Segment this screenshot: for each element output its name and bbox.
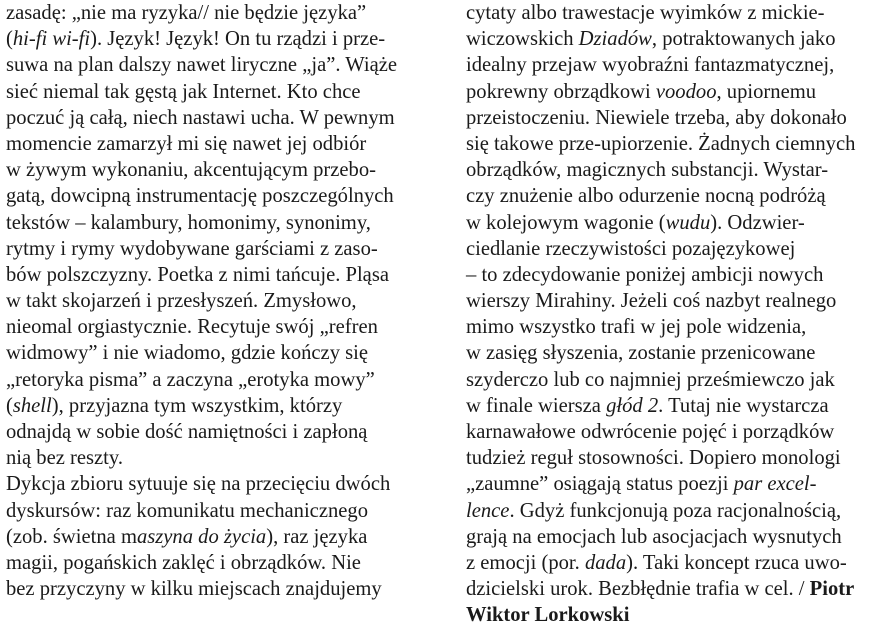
text-run: w zasięg słyszenia, zostanie przenicowane	[466, 342, 816, 365]
text-run: nią bez reszty.	[6, 447, 124, 470]
text-run: gatą, dowcipną instrumentację poszczególnych	[6, 185, 394, 208]
text-run: z emocji (por.	[466, 551, 585, 574]
text-line	[6, 419, 436, 445]
text-line	[6, 26, 436, 52]
text-line	[466, 262, 881, 288]
text-line	[466, 498, 881, 524]
text-line	[6, 340, 436, 366]
italic-text: wudu	[665, 211, 711, 234]
text-run: grają na emocjach lub asocjacjach wysnutych	[466, 525, 842, 548]
text-line	[466, 550, 881, 576]
author-name: Wiktor Lorkowski	[466, 604, 630, 627]
text-line	[6, 288, 436, 314]
left-text-column	[6, 0, 436, 602]
italic-text: shell	[12, 394, 52, 417]
right-text-column	[466, 0, 881, 629]
italic-text: aszyna do życia	[136, 525, 267, 548]
text-line	[6, 131, 436, 157]
text-run: tudzież reguł stosowności. Dopiero monologi	[466, 447, 841, 470]
text-line	[466, 0, 881, 26]
text-run: , potraktowanych jako	[651, 28, 836, 51]
text-run: ). Język! Język! On tu rządzi i prze-	[90, 28, 386, 51]
text-line	[466, 602, 881, 628]
text-line	[466, 471, 881, 497]
italic-text: lence	[466, 499, 510, 522]
text-line	[6, 393, 436, 419]
text-run: . Gdyż funkcjonują poza racjonalnością,	[509, 499, 842, 522]
author-name: Piotr	[809, 578, 855, 601]
text-run: wiczowskich	[466, 28, 579, 51]
text-run: sieć niemal tak gęstą jak Internet. Kto chce	[6, 80, 361, 103]
text-run: bów polszczyzny. Poetka z nimi tańcuje. Pląsa	[6, 263, 389, 286]
text-line	[466, 52, 881, 78]
text-line	[466, 288, 881, 314]
text-line	[6, 498, 436, 524]
text-run: magii, pogańskich zaklęć i obrządków. Nie	[6, 551, 361, 574]
italic-text: par excel-	[733, 473, 817, 496]
text-line	[466, 576, 881, 602]
text-line	[466, 236, 881, 262]
italic-text: Dziadów	[578, 28, 652, 51]
text-run: szyderczo lub co najmniej prześmiewczo jak	[466, 368, 835, 391]
text-run: Dykcja zbioru sytuuje się na przecięciu dwóch	[6, 473, 391, 496]
italic-text: hi-fi wi-fi	[12, 28, 91, 51]
text-line	[466, 445, 881, 471]
text-run: zasadę: „nie ma ryzyka// nie będzie języka”	[6, 2, 367, 24]
text-run: ). Odzwier-	[710, 211, 805, 234]
text-run: (	[6, 28, 13, 51]
text-run: w takt skojarzeń i przesłyszeń. Zmysłowo,	[6, 290, 357, 313]
text-run: odnajdą w sobie dość namiętności i zapłoną	[6, 421, 368, 443]
text-run: się takowe prze-upiorzenie. Żadnych ciemnych	[466, 132, 856, 155]
text-line	[6, 0, 436, 26]
text-run: idealny przejaw wyobraźni fantazmatycznej,	[466, 54, 835, 77]
text-run: ). Taki koncept rzuca uwo-	[626, 551, 847, 574]
text-run: . Tutaj nie wystarcza	[658, 394, 829, 417]
text-line	[466, 79, 881, 105]
text-line	[466, 183, 881, 209]
text-run: pokrewny obrządkowi	[466, 80, 656, 103]
text-line	[466, 340, 881, 366]
text-run: obrządków, magicznych substancji. Wystar-	[466, 159, 829, 182]
text-line	[6, 79, 436, 105]
text-run: momencie zamarzył mi się nawet jej odbiór	[6, 132, 367, 155]
text-run: – to zdecydowanie poniżej ambicji nowych	[466, 263, 824, 286]
text-run: widmowy” i nie wiadomo, gdzie kończy się	[6, 342, 369, 365]
text-line	[6, 445, 436, 471]
text-run: „zaumne” osiągają status poezji	[466, 473, 734, 496]
text-line	[466, 314, 881, 340]
text-run: , upiornemu	[716, 80, 817, 103]
text-run: czy znużenie albo odurzenie nocną podróżą	[466, 185, 826, 208]
text-run: „retoryka pisma” a zaczyna „erotyka mowy”	[6, 368, 375, 391]
text-line	[6, 576, 436, 602]
text-line	[6, 105, 436, 131]
text-line	[6, 314, 436, 340]
text-run: ), raz języka	[266, 525, 368, 548]
text-line	[6, 524, 436, 550]
text-line	[6, 262, 436, 288]
text-line	[6, 236, 436, 262]
text-run: tekstów – kalambury, homonimy, synonimy,	[6, 211, 371, 234]
text-run: przeistoczeniu. Niewiele trzeba, aby dokonało	[466, 106, 847, 129]
text-run: wierszy Mirahiny. Jeżeli coś nazbyt realnego	[466, 290, 837, 313]
text-line	[466, 131, 881, 157]
text-line	[466, 105, 881, 131]
text-run: poczuć ją całą, niech nastawi ucha. W pewnym	[6, 106, 395, 129]
text-line	[6, 157, 436, 183]
text-run: bez przyczyny w kilku miejscach znajdujemy	[6, 578, 382, 601]
text-run: dyskursów: raz komunikatu mechanicznego	[6, 499, 368, 522]
text-line	[466, 210, 881, 236]
text-run: karnawałowe odwrócenie pojęć i porządków	[466, 421, 835, 443]
text-line	[6, 471, 436, 497]
text-run: w kolejowym wagonie (	[466, 211, 666, 234]
text-run: cytaty albo trawestacje wyimków z mickie-	[466, 2, 825, 24]
italic-text: dada	[584, 551, 627, 574]
italic-text: voodoo	[655, 80, 717, 103]
text-run: suwa na plan dalszy nawet liryczne „ja”. Wiąże	[6, 54, 398, 77]
text-line	[466, 157, 881, 183]
text-line	[6, 183, 436, 209]
text-run: w żywym wykonaniu, akcentującym przebo-	[6, 159, 376, 182]
text-run: mimo wszystko trafi w jej pole widzenia,	[466, 316, 807, 339]
text-run: w finale wiersza	[466, 394, 607, 417]
text-run: nieomal orgiastycznie. Recytuje swój „refren	[6, 316, 378, 339]
text-line	[6, 52, 436, 78]
text-line	[466, 524, 881, 550]
text-line	[466, 367, 881, 393]
text-run: ), przyjazna tym wszystkim, którzy	[51, 394, 343, 417]
text-line	[6, 367, 436, 393]
text-line	[6, 550, 436, 576]
text-run: (	[6, 394, 13, 417]
text-run: ciedlanie rzeczywistości pozajęzykowej	[466, 237, 796, 260]
text-line	[466, 26, 881, 52]
text-line	[6, 210, 436, 236]
text-run: dzicielski urok. Bezbłędnie trafia w cel. /	[466, 578, 810, 601]
text-run: (zob. świetna m	[6, 525, 137, 548]
text-run: rytmy i rymy wydobywane garściami z zaso-	[6, 237, 378, 260]
text-line	[466, 419, 881, 445]
text-line	[466, 393, 881, 419]
italic-text: głód 2	[606, 394, 659, 417]
